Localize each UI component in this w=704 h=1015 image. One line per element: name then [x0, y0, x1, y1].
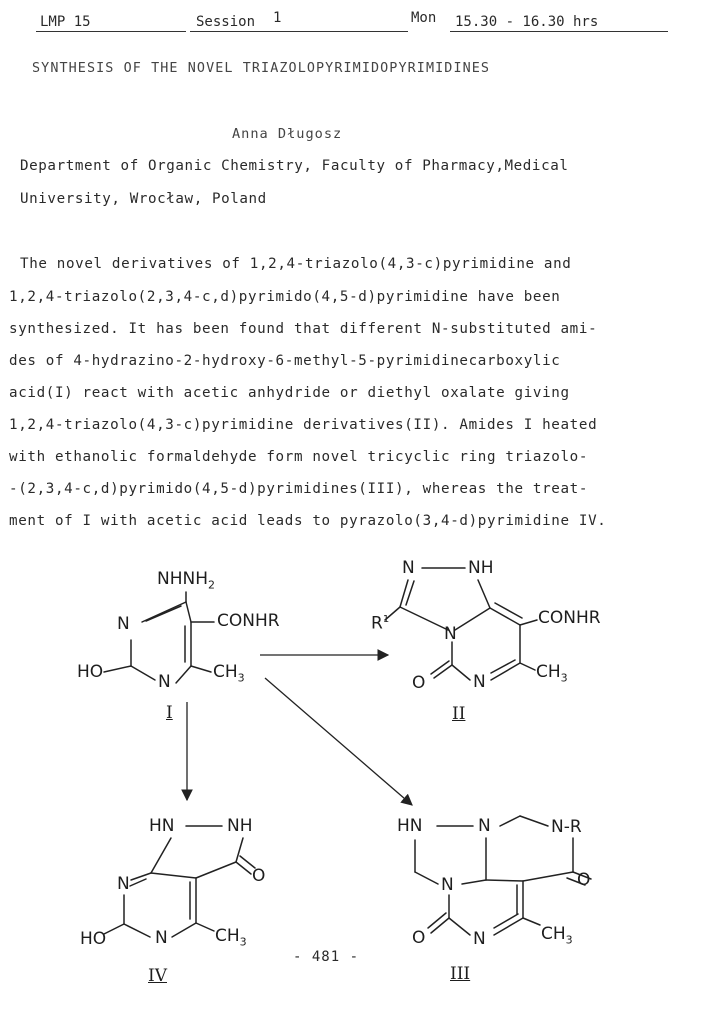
abstract-line: synthesized. It has been found that different N-substituted ami-	[9, 321, 598, 337]
compound-II-n-bridge: N	[444, 624, 457, 644]
header-session-label: Session	[196, 14, 256, 30]
affiliation-line-1: Department of Organic Chemistry, Faculty of Pharmacy,Medical	[20, 158, 569, 174]
compound-II-r1: $R^1$	[371, 613, 390, 634]
paper-title: SYNTHESIS OF THE NOVEL TRIAZOLOPYRIMIDOPYRIMIDINES	[32, 61, 491, 76]
compound-II-bonds	[385, 568, 537, 680]
page-number: - 481 -	[293, 949, 360, 965]
abstract-line: ment of I with acetic acid leads to pyrazolo(3,4-d)pyrimidine IV.	[9, 513, 607, 529]
compound-IV-n-bottom: N	[155, 928, 168, 948]
compound-III-n-bottom: N	[473, 929, 486, 949]
compound-IV-ch3: $CH_3$	[215, 926, 247, 949]
compound-I-nhnh2: $NHNH_2$	[157, 569, 215, 592]
arrow-I-to-III	[265, 678, 412, 805]
compound-I-label: I	[166, 703, 173, 723]
compound-II-n-bottom: N	[473, 672, 486, 692]
compound-IV-ho: HO	[80, 929, 107, 949]
compound-IV-nh: NH	[227, 816, 253, 836]
compound-III-n-r: N-R	[551, 817, 582, 837]
compound-III-o-right: O	[577, 870, 591, 890]
compound-I-ho: HO	[77, 662, 104, 682]
compound-IV-n-left: N	[117, 874, 130, 894]
compound-III-n-top: N	[478, 816, 491, 836]
compound-II-label: II	[452, 704, 466, 724]
header-day: Mon	[411, 10, 437, 26]
compound-II-ch3: $CH_3$	[536, 662, 568, 685]
compound-IV-label: IV	[148, 966, 167, 986]
compound-III-ch3: $CH_3$	[541, 924, 573, 947]
abstract-line: acid(I) react with acetic anhydride or diethyl oxalate giving	[9, 385, 570, 401]
compound-IV-o: O	[252, 866, 266, 886]
compound-II-conhr: CONHR	[538, 608, 601, 628]
abstract-line: -(2,3,4-c,d)pyrimido(4,5-d)pyrimidines(III), whereas the treat-	[9, 481, 589, 497]
affiliation-line-2: University, Wrocław, Poland	[20, 191, 267, 207]
compound-III-hn: HN	[397, 816, 423, 836]
abstract-line: 1,2,4-triazolo(2,3,4-c,d)pyrimido(4,5-d)pyrimidine have been	[9, 289, 561, 305]
author-name: Anna Długosz	[232, 126, 343, 142]
compound-I-n-top: N	[117, 614, 130, 634]
abstract-line: The novel derivatives of 1,2,4-triazolo(4,3-c)pyrimidine and	[20, 256, 572, 272]
compound-III-n-bridge: N	[441, 875, 454, 895]
header-session-number: 1	[273, 10, 282, 26]
compound-I-n-bottom: N	[158, 672, 171, 692]
compound-II-o: O	[412, 673, 426, 693]
compound-I-conhr: CONHR	[217, 611, 280, 631]
compound-I-ch3: $CH_3$	[213, 662, 245, 685]
abstract-line: 1,2,4-triazolo(4,3-c)pyrimidine derivatives(II). Amides I heated	[9, 417, 598, 433]
compound-II-nh: NH	[468, 558, 494, 578]
header-time: 15.30 - 16.30 hrs	[455, 14, 599, 30]
compound-I-bonds	[104, 592, 214, 683]
abstract-line: with ethanolic formaldehyde form novel tricyclic ring triazolo-	[9, 449, 589, 465]
compound-III-label: III	[450, 964, 471, 984]
compound-II-n-tl: N	[402, 558, 415, 578]
compound-IV-hn: HN	[149, 816, 175, 836]
compound-III-o-left: O	[412, 928, 426, 948]
abstract-line: des of 4-hydrazino-2-hydroxy-6-methyl-5-pyrimidinecarboxylic	[9, 353, 561, 369]
header-code: LMP 15	[40, 14, 91, 30]
